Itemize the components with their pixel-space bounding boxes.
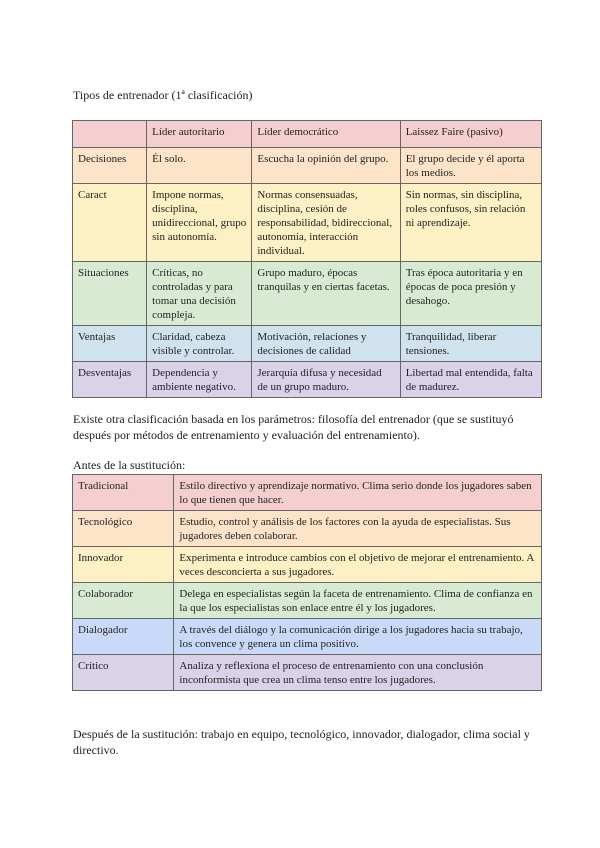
table-cell: A través del diálogo y la comunicación dirige a los jugadores hacia su trabajo, los convence y genera un clima positivo. (174, 619, 542, 655)
table-row-dialogador (73, 619, 542, 655)
row-label: Crítico (73, 655, 174, 691)
table-row-innovador (73, 547, 542, 583)
row-label: Tecnológico (73, 511, 174, 547)
table-cell: Estudio, control y análisis de los factores con la ayuda de especialistas. Sus jugadores deben colaborar. (174, 511, 542, 547)
table-cell: Analiza y reflexiona el proceso de entrenamiento con una conclusión inconformista que crea un clima tenso entre los jugadores. (174, 655, 542, 691)
row-label: Ventajas (73, 326, 147, 362)
table-cell: Estilo directivo y aprendizaje normativo. Clima serio donde los jugadores saben lo que tienen que hacer. (174, 475, 542, 511)
header-cell-empty (73, 121, 147, 148)
table-cell: Críticas, no controladas y para tomar una decisión compleja. (147, 262, 252, 326)
header-cell-democratic: Líder democrático (252, 121, 400, 148)
table-cell: Escucha la opinión del grupo. (252, 148, 400, 184)
table-row-colaborador (73, 583, 542, 619)
row-label: Dialogador (73, 619, 174, 655)
table-cell: Tranquilidad, liberar tensiones. (400, 326, 541, 362)
table-row-caract (73, 184, 542, 262)
table-cell: Delega en especialistas según la faceta de entrenamiento. Clima de confianza en la que los especialistas son enlace entre él y los jugadores. (174, 583, 542, 619)
table-row-tecnologico (73, 511, 542, 547)
page-heading: Tipos de entrenador (1ª clasificación) (73, 88, 253, 102)
paragraph-after-substitution: Después de la sustitución: trabajo en equipo, tecnológico, innovador, dialogador, clima social y directivo. (73, 727, 530, 757)
coach-philosophy-table (72, 474, 542, 691)
row-label: Situaciones (73, 262, 147, 326)
table-cell: Tras época autoritaria y en épocas de poca presión y desahogo. (400, 262, 541, 326)
table-row-decisiones (73, 148, 542, 184)
paragraph-other-classification: Existe otra clasificación basada en los parámetros: filosofía del entrenador (que se sustituyó después por métodos de entrenamiento y evaluación del entrenamiento). (73, 412, 514, 442)
table-row-desventajas (73, 362, 542, 398)
table-row-situaciones (73, 262, 542, 326)
table-cell: Grupo maduro, épocas tranquilas y en ciertas facetas. (252, 262, 400, 326)
header-cell-laissez-faire: Laissez Faire (pasivo) (400, 121, 541, 148)
table-cell: Sin normas, sin disciplina, roles confusos, sin relación ni aprendizaje. (400, 184, 541, 262)
table-cell: Impone normas, disciplina, unidireccional, grupo sin autonomía. (147, 184, 252, 262)
row-label: Innovador (73, 547, 174, 583)
table-cell: Jerarquía difusa y necesidad de un grupo maduro. (252, 362, 400, 398)
table-row-ventajas (73, 326, 542, 362)
table-row-tradicional (73, 475, 542, 511)
coach-types-table (72, 120, 542, 398)
paragraph-before-substitution: Antes de la sustitución: (73, 458, 186, 472)
header-cell-authoritarian: Líder autoritario (147, 121, 252, 148)
table-cell: Él solo. (147, 148, 252, 184)
table-cell: Libertad mal entendida, falta de madurez. (400, 362, 541, 398)
table-cell: Claridad, cabeza visible y controlar. (147, 326, 252, 362)
row-label: Desventajas (73, 362, 147, 398)
table-cell: Experimenta e introduce cambios con el objetivo de mejorar el entrenamiento. A veces desconcierta a sus jugadores. (174, 547, 542, 583)
table-cell: Dependencia y ambiente negativo. (147, 362, 252, 398)
table-header-row (73, 121, 542, 148)
row-label: Colaborador (73, 583, 174, 619)
table-row-critico (73, 655, 542, 691)
table-cell: Normas consensuadas, disciplina, cesión de responsabilidad, bidireccional, autonomía, interacción individual. (252, 184, 400, 262)
table-cell: Motivación, relaciones y decisiones de calidad (252, 326, 400, 362)
row-label: Caract (73, 184, 147, 262)
row-label: Decisiones (73, 148, 147, 184)
row-label: Tradicional (73, 475, 174, 511)
table-cell: El grupo decide y él aporta los medios. (400, 148, 541, 184)
